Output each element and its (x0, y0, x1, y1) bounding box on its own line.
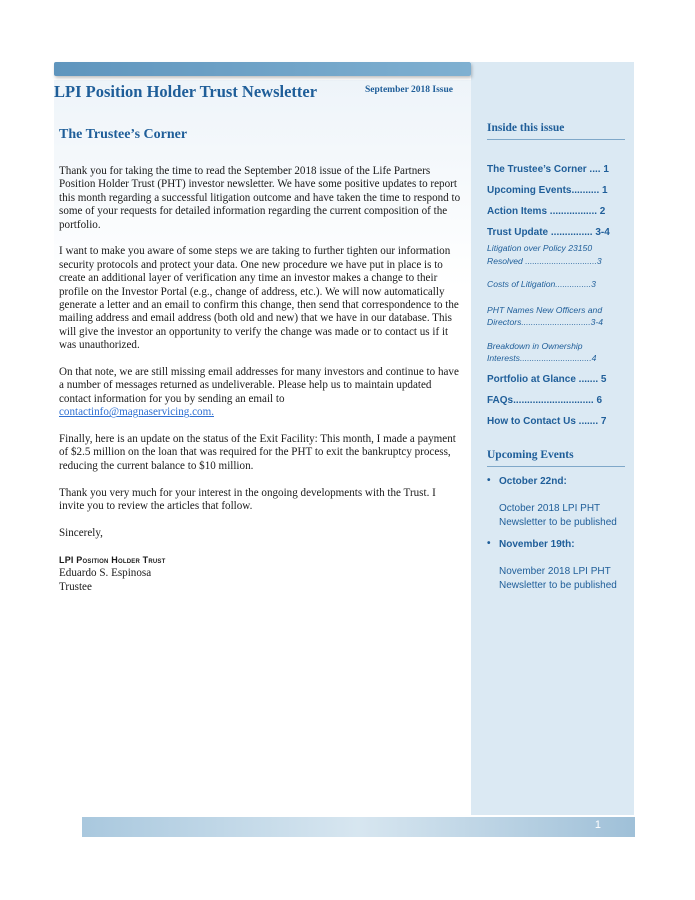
inside-issue-title: Inside this issue (487, 122, 565, 134)
signature-org: LPI Position Holder Trust (59, 554, 166, 565)
footer-bar (82, 817, 635, 837)
upcoming-events-rule (487, 466, 625, 467)
event-description: October 2018 LPI PHT Newsletter to be published (499, 503, 617, 528)
article-body (59, 165, 463, 594)
toc-sub-ownership-line1: Breakdown in Ownership (487, 340, 583, 351)
newsletter-title: LPI Position Holder Trust Newsletter (54, 82, 318, 101)
bullet-icon: • (487, 475, 491, 486)
toc-sub-ownership[interactable] (487, 340, 627, 365)
toc-item-portfolio[interactable]: Portfolio at Glance ....... 5 (487, 373, 607, 385)
toc-sub-officers[interactable] (487, 304, 627, 329)
toc-sub-litigation-line2: Resolved ..............................3 (487, 255, 602, 266)
event-item (487, 475, 627, 530)
toc-sub-ownership-line2: Interests..............................4 (487, 353, 597, 363)
paragraph-exit-facility: Finally, here is an update on the status of the Exit Facility: This month, I made a payment of $2.5 million on the loan that was required for the PHT to exit the bankruptcy process, reducing the current balance to $10 million. (59, 433, 456, 472)
paragraph-contact-text: On that note, we are still missing email addresses for many investors and continue to have a number of messages returned as undeliverable. Please help us to maintain updated contact information for you by sending an email to (59, 366, 459, 405)
toc-sub-costs[interactable] (487, 278, 627, 291)
toc-sub-officers-line2: Directors.............................3-4 (487, 317, 604, 327)
toc-item-contact[interactable]: How to Contact Us ....... 7 (487, 415, 607, 427)
events-list (487, 475, 627, 601)
signature-title: Trustee (59, 580, 92, 593)
header-bar (54, 62, 471, 76)
toc-sub-costs-line1: Costs of Litigation...............3 (487, 279, 596, 289)
toc-item-trust-update[interactable]: Trust Update ............... 3-4 (487, 227, 610, 238)
toc-sub-litigation[interactable] (487, 242, 627, 267)
issue-date: September 2018 Issue (365, 85, 453, 95)
paragraph-contact (59, 366, 463, 420)
paragraph-thanks: Thank you very much for your interest in the ongoing developments with the Trust. I invite you to review the articles that follow. (59, 486, 436, 513)
upcoming-events-title: Upcoming Events (487, 449, 574, 461)
event-description: November 2018 LPI PHT Newsletter to be published (499, 566, 617, 591)
toc-item-action-items[interactable]: Action Items ................. 2 (487, 206, 606, 217)
toc-item-faqs[interactable]: FAQs............................. 6 (487, 394, 603, 406)
paragraph-security: I want to make you aware of some steps we are taking to further tighten our information security protocols and protect your data. One new procedure we have put in place is to create an additional layer of verification any time an investor makes a change to their profile on the Investor Portal (e.g., change of address, etc.). We will now automatically generate a letter and an email to confirm this change, then send that correspondence to the mailing address and email address (both old and new) that we have in our database. This will give the investor an opportunity to verify the change was made or to contact us if it was unauthorized. (59, 245, 459, 352)
email-link[interactable]: contactinfo@magnaservicing.com. (59, 406, 214, 419)
toc-item-upcoming-events[interactable]: Upcoming Events.......... 1 (487, 185, 608, 196)
bullet-icon: • (487, 538, 491, 549)
event-item (487, 538, 627, 593)
event-date: October 22nd: (499, 476, 567, 487)
toc-sub-officers-line1: PHT Names New Officers and (487, 304, 603, 315)
signature (59, 554, 463, 594)
page-number: 1 (594, 819, 601, 831)
event-date: November 19th: (499, 539, 575, 550)
paragraph-intro: Thank you for taking the time to read the September 2018 issue of the Life Partners Position Holder Trust (PHT) investor newsletter. We have some positive updates to report this month regarding a successful litigation outcome and have taken the time to respond to some of your requests for detailed information regarding the current composition of the portfolio. (59, 165, 461, 231)
toc-sub-litigation-line1: Litigation over Policy 23150 (487, 243, 593, 253)
table-of-contents (487, 163, 627, 436)
toc-item-trustees-corner[interactable]: The Trustee’s Corner .... 1 (487, 164, 609, 175)
signature-name: Eduardo S. Espinosa (59, 567, 152, 580)
closing: Sincerely, (59, 526, 103, 539)
inside-issue-rule (487, 139, 625, 140)
section-title: The Trustee’s Corner (59, 127, 188, 142)
